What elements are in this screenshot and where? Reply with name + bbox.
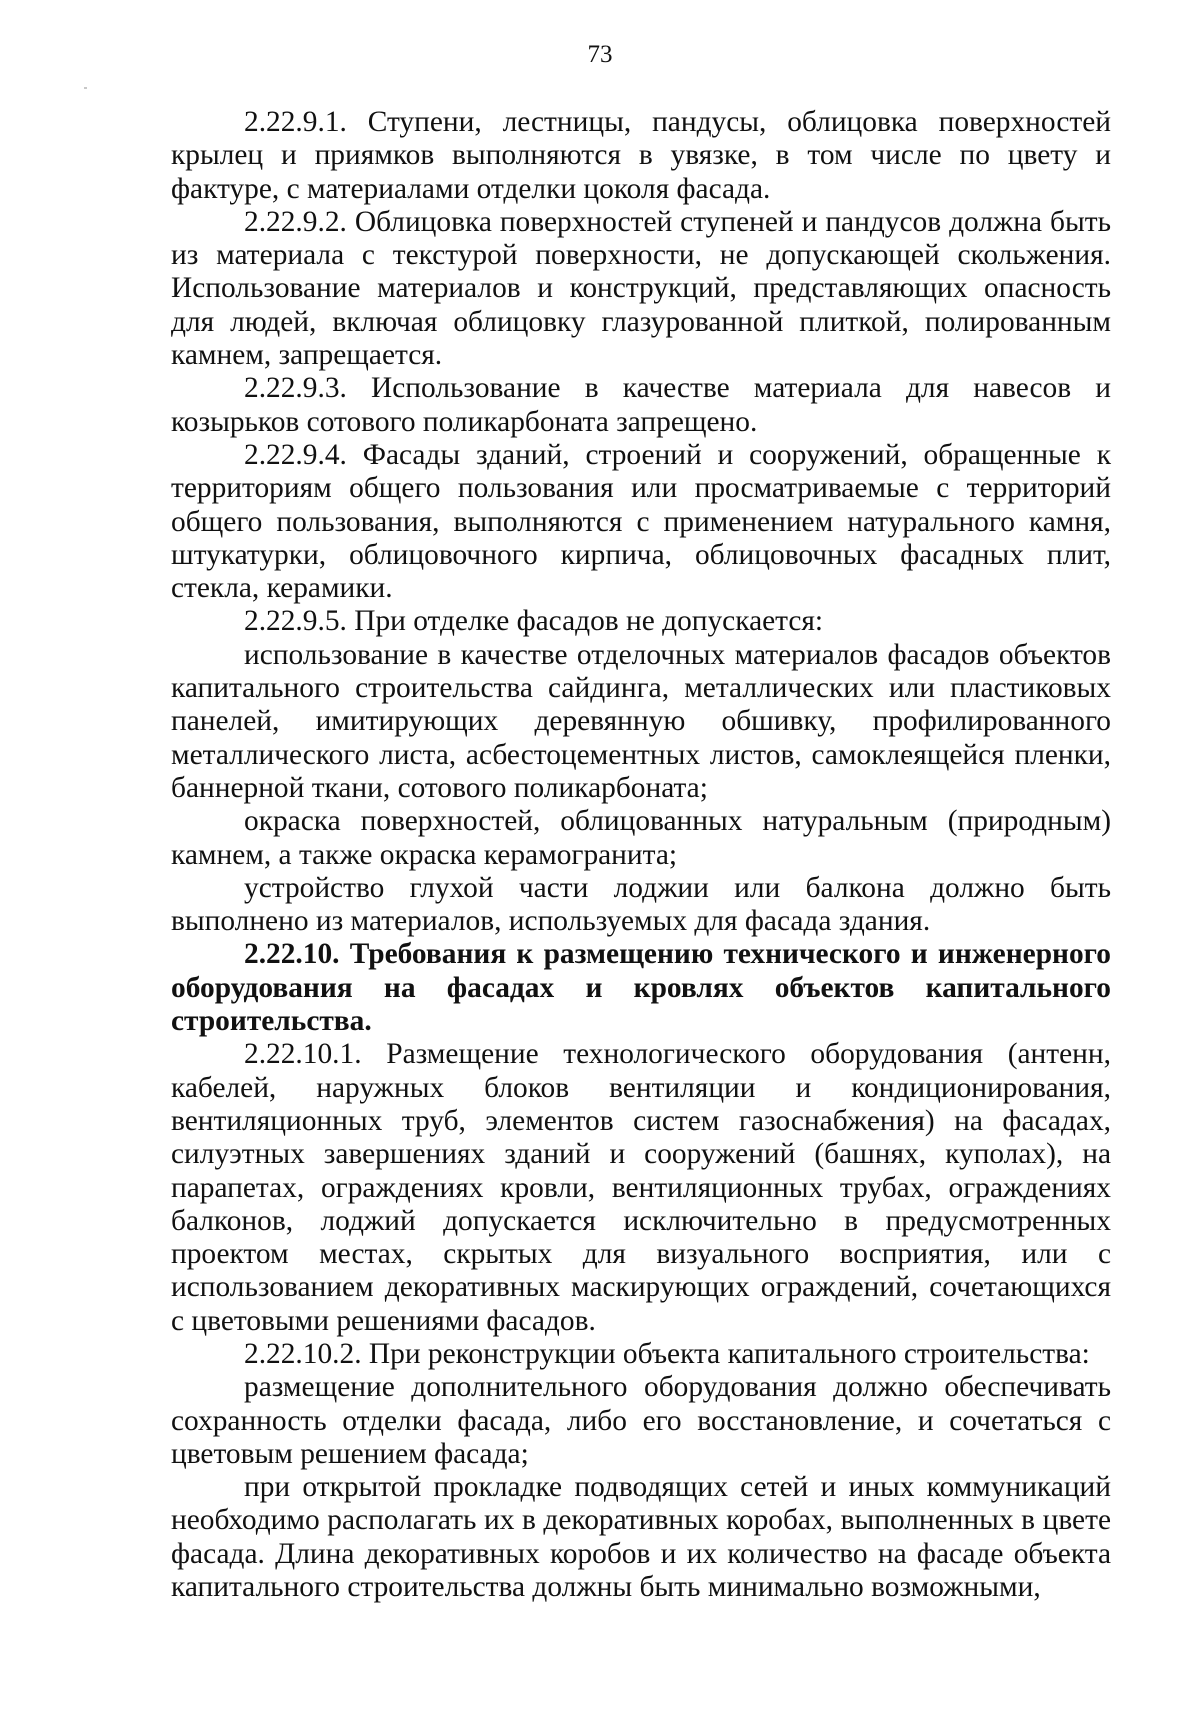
paragraph-2-22-10-2-a: размещение дополнительного оборудования должно обеспечивать сохранность отделки фасада, либо его восстановление, и сочетаться с цветовым решением фасада; [171,1371,1111,1470]
paragraph-2-22-10-2-b: при открытой прокладке подводящих сетей и иных коммуникаций необходимо располагать их в декоративных коробах, выполненных в цвете фасада. Длина декоративных коробов и их количество на фасаде объекта капитального строительства должны быть минимально возможными, [171,1471,1111,1604]
paragraph-2-22-10-1: 2.22.10.1. Размещение технологического оборудования (антенн, кабелей, наружных блоков вентиляции и кондиционирования, вентиляционных труб, элементов систем газоснабжения) на фасадах, силуэтных завершениях зданий и сооружений (башнях, куполах), на парапетах, ограждениях кровли, вентиляционных трубах, ограждениях балконов, лоджий допускается исключительно в предусмотренных проектом местах, скрытых для визуального восприятия, или с использованием декоративных маскирующих ограждений, сочетающихся с цветовыми решениями фасадов. [171,1038,1111,1337]
paragraph-2-22-9-2: 2.22.9.2. Облицовка поверхностей ступеней и пандусов должна быть из материала с текстурой поверхности, не допускающей скольжения. Использование материалов и конструкций, представляющих опасность для людей, включая облицовку глазурованной плиткой, полированным камнем, запрещается. [171,205,1111,372]
paragraph-2-22-9-5-a: использование в качестве отделочных материалов фасадов объектов капитального строительства сайдинга, металлических или пластиковых панелей, имитирующих деревянную обшивку, профилированного металлического листа, асбестоцементных листов, самоклеящейся пленки, баннерной ткани, сотового поликарбоната; [171,638,1111,804]
paragraph-2-22-9-5: 2.22.9.5. При отделке фасадов не допускается: [244,605,824,638]
paragraph-2-22-9-5-c: устройство глухой части лоджии или балкона должно быть выполнено из материалов, используемых для фасада здания. [171,871,1111,938]
paragraph-2-22-10-2: 2.22.10.2. При реконструкции объекта капитального строительства: [244,1337,1090,1370]
paragraph-2-22-9-5-b: окраска поверхностей, облицованных натуральным (природным) камнем, а также окраска керамогранита; [171,805,1111,871]
page-number: 73 [587,41,613,68]
paragraph-2-22-9-4: 2.22.9.4. Фасады зданий, строений и сооружений, обращенные к территориям общего пользования или просматриваемые с территорий общего пользования, выполняются с применением натурального камня, штукатурки, облицовочного кирпича, облицовочных фасадных плит, стекла, керамики. [171,438,1111,605]
paragraph-2-22-10: 2.22.10. Требования к размещению технического и инженерного оборудования на фасадах и кровлях объектов капитального строительства. [171,938,1111,1038]
scan-artifact [84,87,87,89]
paragraph-2-22-9-1: 2.22.9.1. Ступени, лестницы, пандусы, облицовка поверхностей крылец и приямков выполняются в увязке, в том числе по цвету и фактуре, с материалами отделки цоколя фасада. [171,106,1111,205]
document-body [171,106,1111,1604]
paragraph-2-22-9-3: 2.22.9.3. Использование в качестве материала для навесов и козырьков сотового поликарбоната запрещено. [171,372,1111,438]
